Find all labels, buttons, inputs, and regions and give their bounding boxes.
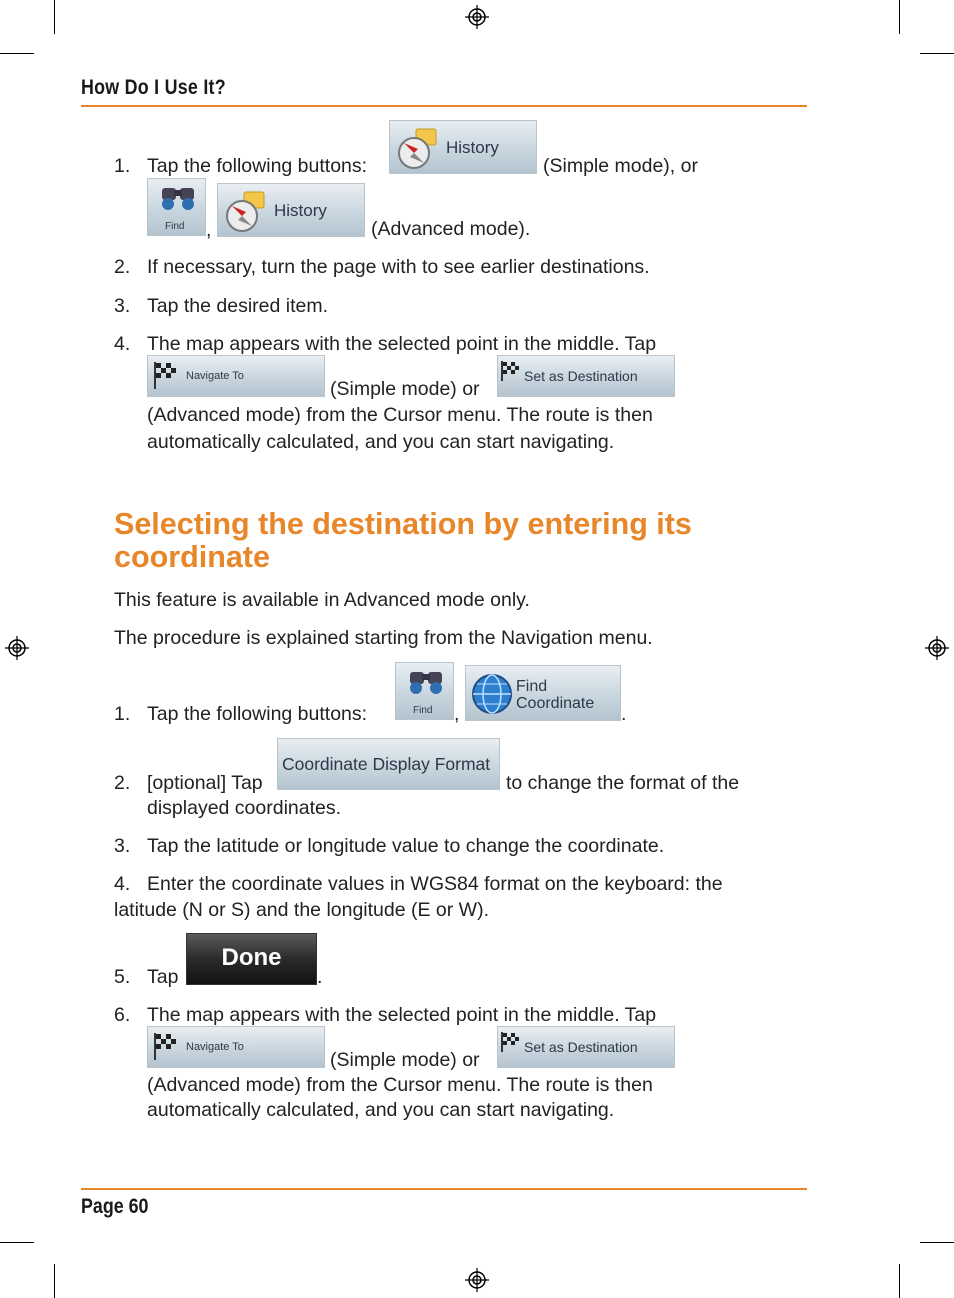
list-item-text: Tap the following buttons: <box>147 703 368 725</box>
button-label: History <box>274 201 327 220</box>
binoculars-icon <box>158 182 198 212</box>
checkered-flag-icon <box>152 1031 180 1061</box>
section-heading <box>114 508 692 574</box>
crop-mark <box>54 0 55 34</box>
compass-icon <box>224 190 268 234</box>
crop-mark <box>0 53 34 54</box>
crop-mark <box>0 1242 34 1243</box>
list-number: 3. <box>114 835 131 857</box>
button-label: Done <box>221 944 282 971</box>
paragraph: This feature is available in Advanced mode only. <box>114 589 530 611</box>
crop-mark <box>920 1242 954 1243</box>
section-heading-line: Selecting the destination by entering its <box>114 507 692 541</box>
list-separator: , <box>206 219 212 241</box>
list-item-text: (Simple mode) or <box>330 1049 480 1071</box>
list-item-text: automatically calculated, and you can start navigating. <box>147 1099 615 1121</box>
list-item-text: (Advanced mode). <box>371 218 531 240</box>
checkered-flag-icon <box>500 360 522 382</box>
checkered-flag-icon <box>152 360 180 390</box>
list-item-text: to change the format of the <box>506 772 740 794</box>
page-number: Page 60 <box>81 1195 149 1218</box>
button-label: Find <box>516 678 548 695</box>
header-rule <box>81 105 807 107</box>
list-item-text: Tap the following buttons: <box>147 155 368 177</box>
list-number: 2. <box>114 772 131 794</box>
history-button[interactable] <box>389 120 537 174</box>
list-item-text: Tap the latitude or longitude value to change the coordinate. <box>147 835 665 857</box>
footer-rule <box>81 1188 807 1190</box>
button-label: Set as Destination <box>524 1039 638 1055</box>
list-number: 4. <box>114 873 131 895</box>
crop-mark <box>920 53 954 54</box>
button-label: Find <box>413 705 433 716</box>
button-label: History <box>446 138 499 157</box>
crop-mark <box>54 1264 55 1298</box>
button-label: Set as Destination <box>524 368 638 384</box>
list-number: 2. <box>114 256 131 278</box>
list-number: 1. <box>114 703 131 725</box>
list-item-text: [optional] Tap <box>147 772 263 794</box>
find-button[interactable] <box>395 662 454 720</box>
navigate-to-button[interactable] <box>147 355 325 397</box>
binoculars-icon <box>406 666 446 696</box>
list-separator: . <box>621 703 627 725</box>
set-as-destination-button[interactable] <box>497 1026 675 1068</box>
list-item-text: Enter the coordinate values in WGS84 format on the keyboard: the <box>147 873 723 895</box>
checkered-flag-icon <box>500 1031 522 1053</box>
crop-mark <box>899 1264 900 1298</box>
list-number: 3. <box>114 295 131 317</box>
registration-mark-icon <box>465 1268 489 1292</box>
button-label: Find <box>165 221 185 232</box>
list-item-text: The map appears with the selected point in the middle. Tap <box>147 1004 657 1026</box>
list-item-text: automatically calculated, and you can start navigating. <box>147 431 615 453</box>
history-button[interactable] <box>217 183 365 237</box>
list-separator: , <box>454 703 460 725</box>
list-item-text: (Advanced mode) from the Cursor menu. The route is then <box>147 1074 653 1096</box>
list-number: 5. <box>114 966 131 988</box>
list-item-text: displayed coordinates. <box>147 797 342 819</box>
list-item-text: (Simple mode) or <box>330 378 480 400</box>
list-item-text: Tap the desired item. <box>147 295 329 317</box>
button-label: Navigate To <box>186 1041 244 1053</box>
done-button[interactable] <box>186 933 317 985</box>
list-item-text: Tap <box>147 966 179 988</box>
list-item-text: latitude (N or S) and the longitude (E or W). <box>114 899 490 921</box>
navigate-to-button[interactable] <box>147 1026 325 1068</box>
globe-icon <box>470 672 514 716</box>
registration-mark-icon <box>5 636 29 660</box>
section-heading-line: coordinate <box>114 540 270 574</box>
list-separator: . <box>317 966 323 988</box>
list-number: 6. <box>114 1004 131 1026</box>
list-item-text: (Simple mode), or <box>543 155 698 177</box>
list-item-text: (Advanced mode) from the Cursor menu. The route is then <box>147 404 653 426</box>
find-button[interactable] <box>147 178 206 236</box>
registration-mark-icon <box>925 636 949 660</box>
compass-icon <box>396 127 440 171</box>
find-coordinate-button[interactable] <box>465 665 621 721</box>
registration-mark-icon <box>465 5 489 29</box>
running-header: How Do I Use It? <box>81 76 226 99</box>
list-item-text: If necessary, turn the page with to see earlier destinations. <box>147 256 650 278</box>
paragraph: The procedure is explained starting from the Navigation menu. <box>114 627 653 649</box>
set-as-destination-button[interactable] <box>497 355 675 397</box>
list-number: 1. <box>114 155 131 177</box>
list-item-text: The map appears with the selected point in the middle. Tap <box>147 333 657 355</box>
coordinate-display-format-button[interactable] <box>277 738 500 790</box>
list-number: 4. <box>114 333 131 355</box>
button-label: Coordinate Display Format <box>282 754 491 774</box>
button-label: Coordinate <box>516 695 595 712</box>
crop-mark <box>899 0 900 34</box>
button-label: Navigate To <box>186 370 244 382</box>
